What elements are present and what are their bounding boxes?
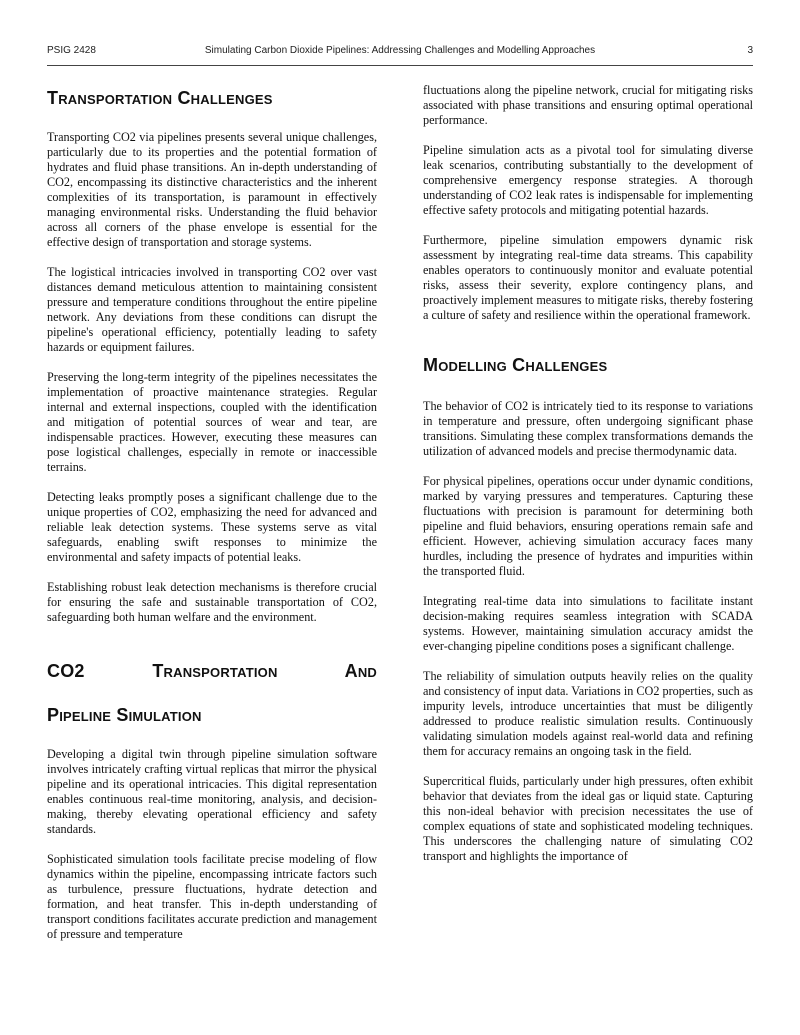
paragraph: Preserving the long-term integrity of the pipelines necessitates the implementation of proactive maintenance strategies. Regular internal and external inspections, coupled with the identification and mitigation of potential sources of wear and tear, are indispensable practices. However, executing these measures can pose logistical challenges, especially in remote or inaccessible terrains. <box>47 370 377 474</box>
page-header <box>47 45 753 66</box>
paragraph: fluctuations along the pipeline network, crucial for mitigating risks associated with phase transitions and ensuring optimal operational performance. <box>423 83 753 127</box>
section-heading-co2-transportation-line2: Pipeline Simulation <box>47 705 202 725</box>
section-heading-co2-transportation-line1: CO2 Transportation And <box>47 661 377 681</box>
paragraph: Detecting leaks promptly poses a significant challenge due to the unique properties of CO2, emphasizing the need for advanced and reliable leak detection systems. These systems serve as vital safeguards, enabling swift responses to minimize the environmental and safety impacts of potential leaks. <box>47 490 377 564</box>
paragraph: The behavior of CO2 is intricately tied to its response to variations in temperature and pressure, often undergoing significant phase transitions. Simulating these complex transformations demands the utilization of advanced models and precise thermodynamic data. <box>423 399 753 458</box>
paragraph: Developing a digital twin through pipeline simulation software involves intricately crafting virtual replicas that mirror the physical pipeline and its operational intricacies. This digital representation enables continuous real-time monitoring, analysis, and decision-making, thereby elevating operational efficiency and safety standards. <box>47 747 377 836</box>
paragraph: Transporting CO2 via pipelines presents several unique challenges, particularly due to its properties and the potential formation of hydrates and fluid phase transitions. An in-depth understanding of CO2, encompassing its distinctive characteristics and the inherent complexities of its transportation, is paramount in effectively managing environmental risks. Understanding the fluid behavior across all corners of the phase envelope is essential for the effective design of transportation and storage systems. <box>47 130 377 249</box>
paragraph: Establishing robust leak detection mechanisms is therefore crucial for ensuring the safe and sustainable transportation of CO2, safeguarding both human welfare and the environment. <box>47 580 377 624</box>
section-heading-transportation-challenges: Transportation Challenges <box>47 88 273 108</box>
section-heading-modelling-challenges: Modelling Challenges <box>423 355 608 375</box>
right-column <box>423 83 753 879</box>
paragraph: Pipeline simulation acts as a pivotal tool for simulating diverse leak scenarios, contributing substantially to the development of comprehensive emergency response strategies. A thorough understanding of CO2 leak rates is indispensable for implementing effective safety protocols and mitigating potential hazards. <box>423 143 753 217</box>
paragraph: Sophisticated simulation tools facilitate precise modeling of flow dynamics within the pipeline, encompassing intricate factors such as turbulence, pressure fluctuations, hydrate detection and formation, and heat transfer. This in-depth understanding of transport conditions facilitates accurate prediction and management of pressure and temperature <box>47 852 377 941</box>
paragraph: The logistical intricacies involved in transporting CO2 over vast distances demand meticulous attention to maintaining consistent pressure and temperature conditions throughout the entire pipeline network. Any deviations from these conditions can disrupt the pipeline's operational efficiency, potentially leading to safety hazards or equipment failures. <box>47 265 377 354</box>
page-number: 3 <box>747 45 753 56</box>
paragraph: For physical pipelines, operations occur under dynamic conditions, marked by varying pressures and temperatures. Capturing these fluctuations with precision is paramount for determining both pipeline and fluid behaviors, ensuring operations remain safe and efficient. However, achieving simulation accuracy faces many hurdles, including the presence of hydrates and impurities within the transported fluid. <box>423 474 753 578</box>
paragraph: Integrating real-time data into simulations to facilitate instant decision-making requires seamless integration with SCADA systems. However, maintaining simulation accuracy amidst the ever-changing pipeline conditions poses a significant challenge. <box>423 594 753 653</box>
paragraph: The reliability of simulation outputs heavily relies on the quality and consistency of input data. Variations in CO2 properties, such as impurity levels, introduce uncertainties that must be diligently addressed to produce realistic simulation results. Continuously validating simulation models against real-world data and refining them for accuracy remains an ongoing task in the field. <box>423 669 753 758</box>
paragraph: Supercritical fluids, particularly under high pressures, often exhibit behavior that deviates from the ideal gas or liquid state. Capturing this non-ideal behavior with precision necessitates the use of complex equations of state and sophisticated modeling techniques. This underscores the challenging nature of simulating CO2 transport and highlights the importance of <box>423 774 753 863</box>
paper-number: PSIG 2428 <box>47 45 96 56</box>
left-column <box>47 80 377 957</box>
paragraph: Furthermore, pipeline simulation empowers dynamic risk assessment by integrating real-time data streams. This capability enables operators to continuously monitor and evaluate potential risks, assess their severity, explore contingency plans, and proactively implement measures to mitigate risks, thereby fostering a culture of safety and resilience within the operational framework. <box>423 233 753 322</box>
running-title: Simulating Carbon Dioxide Pipelines: Addressing Challenges and Modelling Approaches <box>204 45 596 56</box>
